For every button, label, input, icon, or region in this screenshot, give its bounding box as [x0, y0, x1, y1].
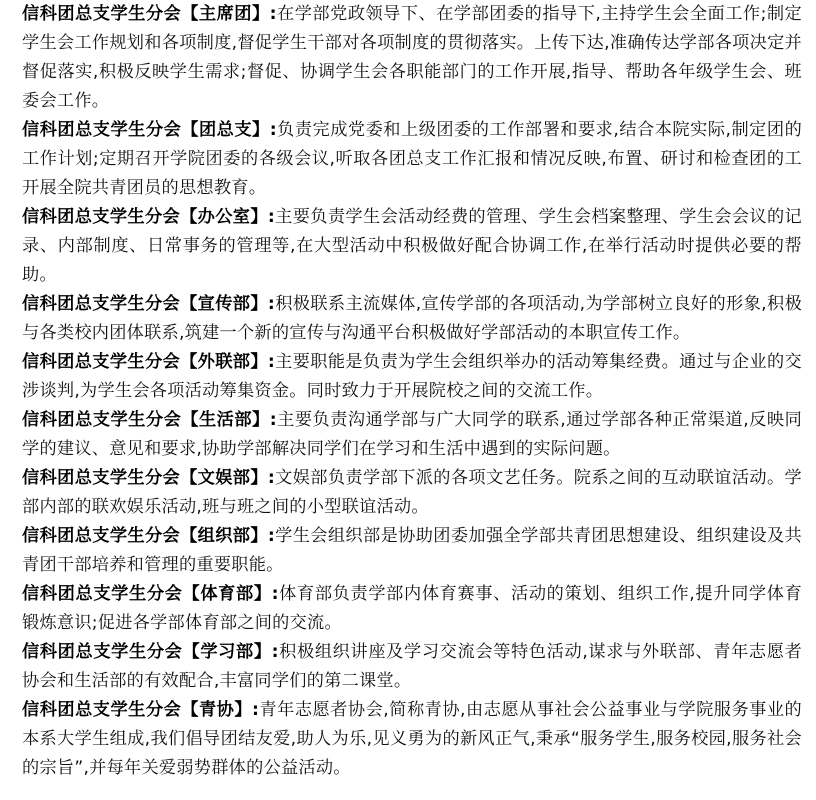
section-text: 负责完成党委和上级团委的工作部署和要求,结合本院实际,制定团的工作计划;定期召开学院团委的各级会议,听取各团总支工作汇报和情况反映,布置、研讨和检查团的工开展全院共青团员的思想教育。	[22, 120, 803, 198]
section-text: 在学部党政领导下、在学部团委的指导下,主持学生会全面工作;制定学生会工作规划和各项制度,督促学生干部对各项制度的贯彻落实。上传下达,准确传达学部各项决定并督促落实,积极反映学生需求;督促、协调学生会各职能部门的工作开展,指导、帮助各年级学生会、班委会工作。	[22, 4, 802, 111]
section-heading: 信科团总支学生分会【生活部】:	[22, 410, 277, 430]
section-text: 文娱部负责学部下派的各项文艺任务。院系之间的互动联谊活动。学部内部的联欢娱乐活动,班与班之间的小型联谊活动。	[22, 468, 802, 517]
section-heading: 信科团总支学生分会【团总支】:	[22, 120, 277, 140]
section-heading: 信科团总支学生分会【办公室】:	[22, 207, 276, 227]
section-text: 主要负责沟通学部与广大同学的联系,通过学部各种正常渠道,反映同学的建议、意见和要求,协助学部解决同学们在学习和生活中遇到的实际问题。	[22, 410, 803, 459]
section-text: 主要负责学生会活动经费的管理、学生会档案整理、学生会会议的记录、内部制度、日常事务的管理等,在大型活动中积极做好配合协调工作,在举行活动时提供必要的帮助。	[22, 207, 802, 285]
section-text: 积极联系主流媒体,宣传学部的各项活动,为学部树立良好的形象,积极与各类校内团体联系,筑建一个新的宣传与沟通平台积极做好学部活动的本职宣传工作。	[22, 294, 803, 343]
section-publicity	[22, 290, 802, 348]
section-organization	[22, 522, 802, 580]
section-heading: 信科团总支学生分会【文娱部】:	[22, 468, 276, 488]
section-heading: 信科团总支学生分会【宣传部】:	[22, 294, 276, 314]
section-life	[22, 406, 802, 464]
section-heading: 信科团总支学生分会【外联部】:	[22, 352, 276, 372]
section-heading: 信科团总支学生分会【组织部】:	[22, 526, 276, 546]
section-text: 青年志愿者协会,简称青协,由志愿从事社会公益事业与学院服务事业的本系大学生组成,我们倡导团结友爱,助人为乐,见义勇为的新风正气,秉承“服务学生,服务校园,服务社会的宗旨”,并每年关爱弱势群体的公益活动。	[22, 700, 802, 778]
section-heading: 信科团总支学生分会【学习部】:	[22, 642, 279, 662]
section-heading: 信科团总支学生分会【体育部】:	[22, 584, 279, 604]
section-heading: 信科团总支学生分会【主席团】:	[22, 4, 277, 24]
section-external-relations	[22, 348, 802, 406]
section-volunteer-association	[22, 696, 802, 783]
section-chairman	[22, 0, 802, 116]
section-study	[22, 638, 802, 696]
section-text: 体育部负责学部内体育赛事、活动的策划、组织工作,提升同学体育锻炼意识;促进各学部体育部之间的交流。	[22, 584, 803, 633]
section-sports	[22, 580, 802, 638]
section-heading: 信科团总支学生分会【青协】:	[22, 700, 260, 720]
section-entertainment	[22, 464, 802, 522]
section-text: 积极组织讲座及学习交流会等特色活动,谋求与外联部、青年志愿者协会和生活部的有效配合,丰富同学们的第二课堂。	[22, 642, 803, 691]
section-office	[22, 203, 802, 290]
section-text: 学生会组织部是协助团委加强全学部共青团思想建设、组织建设及共青团干部培养和管理的重要职能。	[22, 526, 802, 575]
section-league-branch	[22, 116, 802, 203]
section-text: 主要职能是负责为学生会组织举办的活动筹集经费。通过与企业的交涉谈判,为学生会各项活动筹集资金。同时致力于开展院校之间的交流工作。	[22, 352, 802, 401]
